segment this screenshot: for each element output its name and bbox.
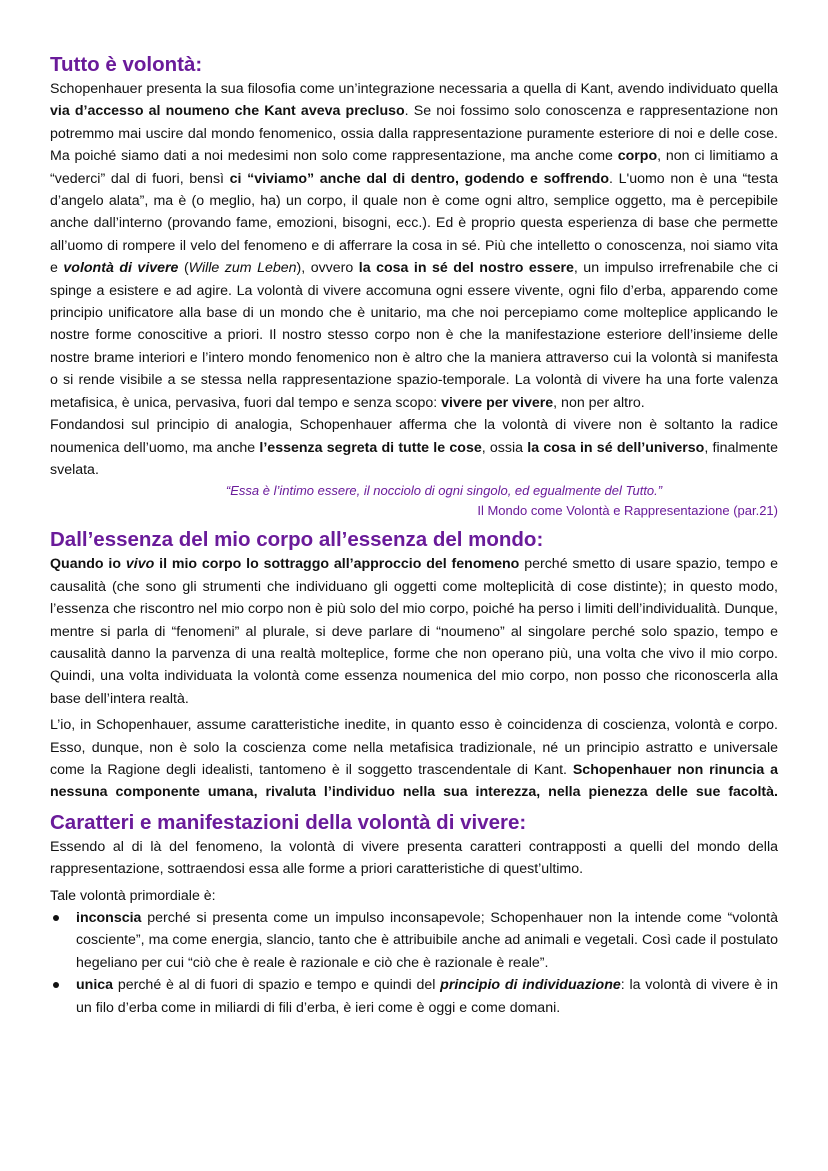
paragraph-essenza-2: L’io, in Schopenhauer, assume caratteristiche inedite, in quanto esso è coincidenza di coscienza, volontà e corpo. Esso, dunque, non è solo la coscienza come nella metafisica tradizionale, né un principio astratto e universale come la Ragione degli idealisti, tantomeno è il soggetto trascendentale di Kant. Schopenhauer non rinuncia a nessuna componente umana, rivaluta l’individuo nella sua interezza, nella pienezza delle sue facoltà. [50,717,778,801]
paragraph-tutto-e-volonta-1: Schopenhauer presenta la sua filosofia come un’integrazione necessaria a quella di Kant, avendo individuato quella via d’accesso al noumeno che Kant aveva precluso. Se noi fossimo solo conoscenza e rappresentazione non potremmo mai uscire dal mondo fenomenico, ossia dalla rappresentazione puramente esteriore di noi e delle cose. Ma poiché siamo dati a noi medesimi non solo come rappresentazione, ma anche come corpo, non ci limitiamo a “vederci” dal di fuori, bensì ci “viviamo” anche dal di dentro, godendo e soffrendo. L'uomo non è una “testa d’angelo alata”, ma è (o meglio, ha) un corpo, il quale non è come ogni altro, semplice oggetto, ma è percepibile anche dall’interno (provando fame, emozioni, bisogni, ecc.). Ed è proprio questa esperienza di base che permette all’uomo di rompere il velo del fenomeno e di afferrare la cosa in sé. Più che intelletto o conoscenza, noi siamo vita e volontà di vivere (Wille zum Leben), ovvero la cosa in sé del nostro essere, un impulso irrefrenabile che ci spinge a esistere e ad agire. La volontà di vivere accomuna ogni essere vivente, ogni filo d’erba, apparendo come principio unificatore alla base di un mondo che è unitario, ma che noi percepiamo come molteplice applicando le nostre forme conoscitive a priori. Il nostro stesso corpo non è che la manifestazione esteriore dell’insieme delle nostre brame interiori e l’intero mondo fenomenico non è altro che la maniera attraverso cui la volontà si manifesta o si rende visibile a se stessa nella rappresentazione spazio-temporale. La volontà di vivere ha una forte valenza metafisica, è unica, pervasiva, fuori dal tempo e senza scopo: vivere per vivere, non per altro. [50,81,778,411]
list-item: unica perché è al di fuori di spazio e tempo e quindi del principio di individuazione: la volontà di vivere è in un filo d’erba come in miliardi di fili d’erba, è ieri come è oggi e come domani. [76,977,778,1016]
quote-source: Il Mondo come Volontà e Rappresentazione (par.21) [477,503,778,519]
paragraph-caratteri-1: Essendo al di là del fenomeno, la volontà di vivere presenta caratteri contrapposti a quelli del mondo della rappresentazione, sottraendosi essa alle forme a priori caratteristiche di quest’ultimo. [50,838,778,878]
section-title-caratteri: Caratteri e manifestazioni della volontà di vivere: [50,810,527,834]
quote: “Essa è l’intimo essere, il nocciolo di ogni singolo, ed egualmente del Tutto.” [225,483,663,499]
section-title-essenza-corpo-mondo: Dall’essenza del mio corpo all’essenza del mondo: [50,528,544,552]
paragraph-essenza-1: Quando io vivo il mio corpo lo sottraggo all’approccio del fenomeno perché smetto di usare spazio, tempo e causalità (che sono gli strumenti che individuano gli oggetti come molteplicità di cose distinte); in questo modo, l’essenza che riscontro nel mio corpo non è più solo del mio corpo, poiché ha perso i limiti dell’individualità. Dunque, mentre si parla di “fenomeni” al plurale, si deve parlare di “noumeno” al singolare perché solo spazio, tempo e causalità danno la parvenza di una realtà molteplice, forme che non operano più, una volta che vivo il mio corpo. Quindi, una volta individuata la volontà come essenza noumenica del mio corpo, non posso che riconoscerla alla base dell’intera realtà. [50,556,779,707]
section-title-tutto-e-volonta: Tutto è volontà: [50,53,203,76]
list-item: inconscia perché si presenta come un impulso inconsapevole; Schopenhauer non la intende come “volontà cosciente”, ma come energia, slancio, tanto che è attribuibile anche ad animali e vegetali. Così cade il postulato hegeliano per cui “ciò che è reale è razionale e ciò che è razionale è reale”. [76,910,778,971]
bullet-list [50,907,778,1019]
paragraph-caratteri-2: Tale volontà primordiale è: [50,887,216,904]
paragraph-tutto-e-volonta-2: Fondandosi sul principio di analogia, Schopenhauer afferma che la volontà di vivere non è soltanto la radice noumenica dell’uomo, ma anche l’essenza segreta di tutte le cose, ossia la cosa in sé dell’universo, finalmente svelata. [50,417,779,478]
document-page [50,52,778,1019]
